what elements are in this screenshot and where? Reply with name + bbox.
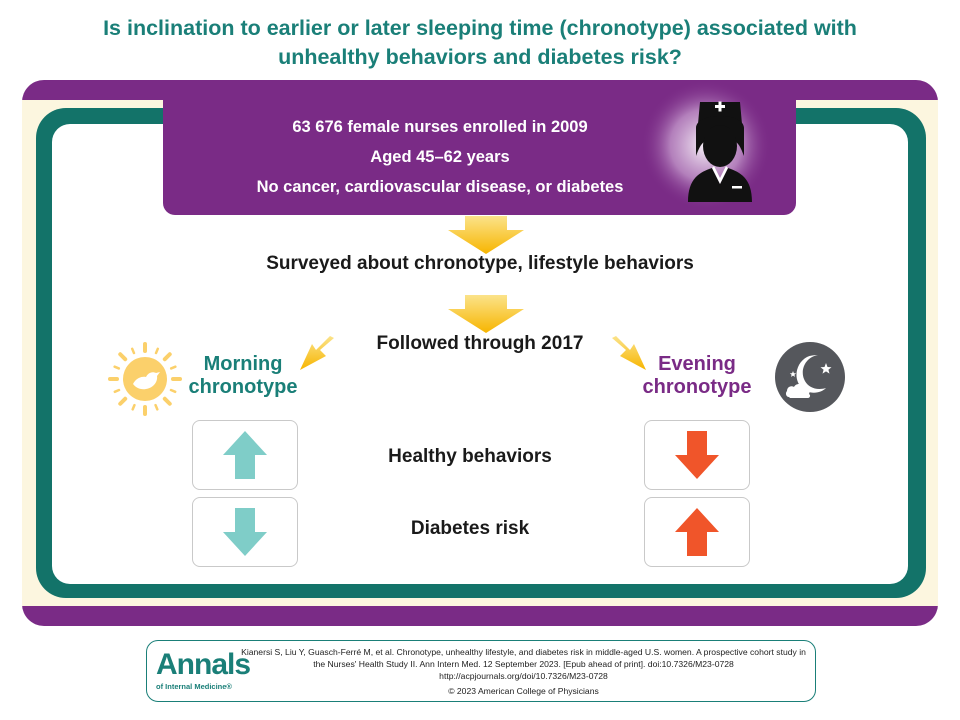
population-age: Aged 45–62 years [370,148,510,166]
population-exclusions: No cancer, cardiovascular disease, or diabetes [256,178,624,196]
step-surveyed: Surveyed about chronotype, lifestyle behaviors [266,253,694,274]
morning-healthy-behaviors-box [192,420,298,490]
evening-label-line-2: chronotype [642,376,752,398]
morning-label-line-2: chronotype [188,376,298,398]
down-arrow-icon [193,498,297,566]
citation-line-1: Kianersi S, Liu Y, Guasch-Ferré M, et al. Chronotype, unhealthy lifestyle, and diabetes risk in middle-aged U.S. women. A prospective cohort study in [241,647,806,657]
row-label-healthy-behaviors: Healthy behaviors [388,446,552,467]
title-line-1: Is inclination to earlier or later sleeping time (chronotype) associated with [103,16,857,40]
annals-logo-subtitle: of Internal Medicine® [156,682,232,691]
morning-label-line-1: Morning [203,353,283,375]
nurse-icon [682,98,758,202]
citation-line-2: the Nurses' Health Study II. Ann Intern Med. 12 September 2023. [Epub ahead of print]. doi:10.7326/M23-0728 [313,659,734,669]
up-arrow-icon [193,421,297,489]
flow-arrow-down-1 [448,216,524,254]
step-followed: Followed through 2017 [376,333,584,354]
evening-healthy-behaviors-box [644,420,750,490]
citation-url[interactable]: http://acpjournals.org/doi/10.7326/M23-0728 [439,671,608,681]
annals-logo: Annals [156,648,251,681]
population-count: 63 676 female nurses enrolled in 2009 [292,118,588,136]
evening-chronotype-label [632,353,762,399]
down-arrow-icon [645,421,749,489]
moon-icon [774,341,846,413]
morning-chronotype-label [178,353,308,399]
sun-icon [106,340,184,418]
evening-diabetes-risk-box [644,497,750,567]
evening-label-line-1: Evening [658,353,736,375]
morning-diabetes-risk-box [192,497,298,567]
flow-arrow-down-2 [448,295,524,333]
row-label-diabetes-risk: Diabetes risk [410,518,530,539]
title-line-2: unhealthy behaviors and diabetes risk? [278,45,682,69]
up-arrow-icon [645,498,749,566]
citation-copyright: © 2023 American College of Physicians [448,686,599,696]
page-title [0,14,960,72]
